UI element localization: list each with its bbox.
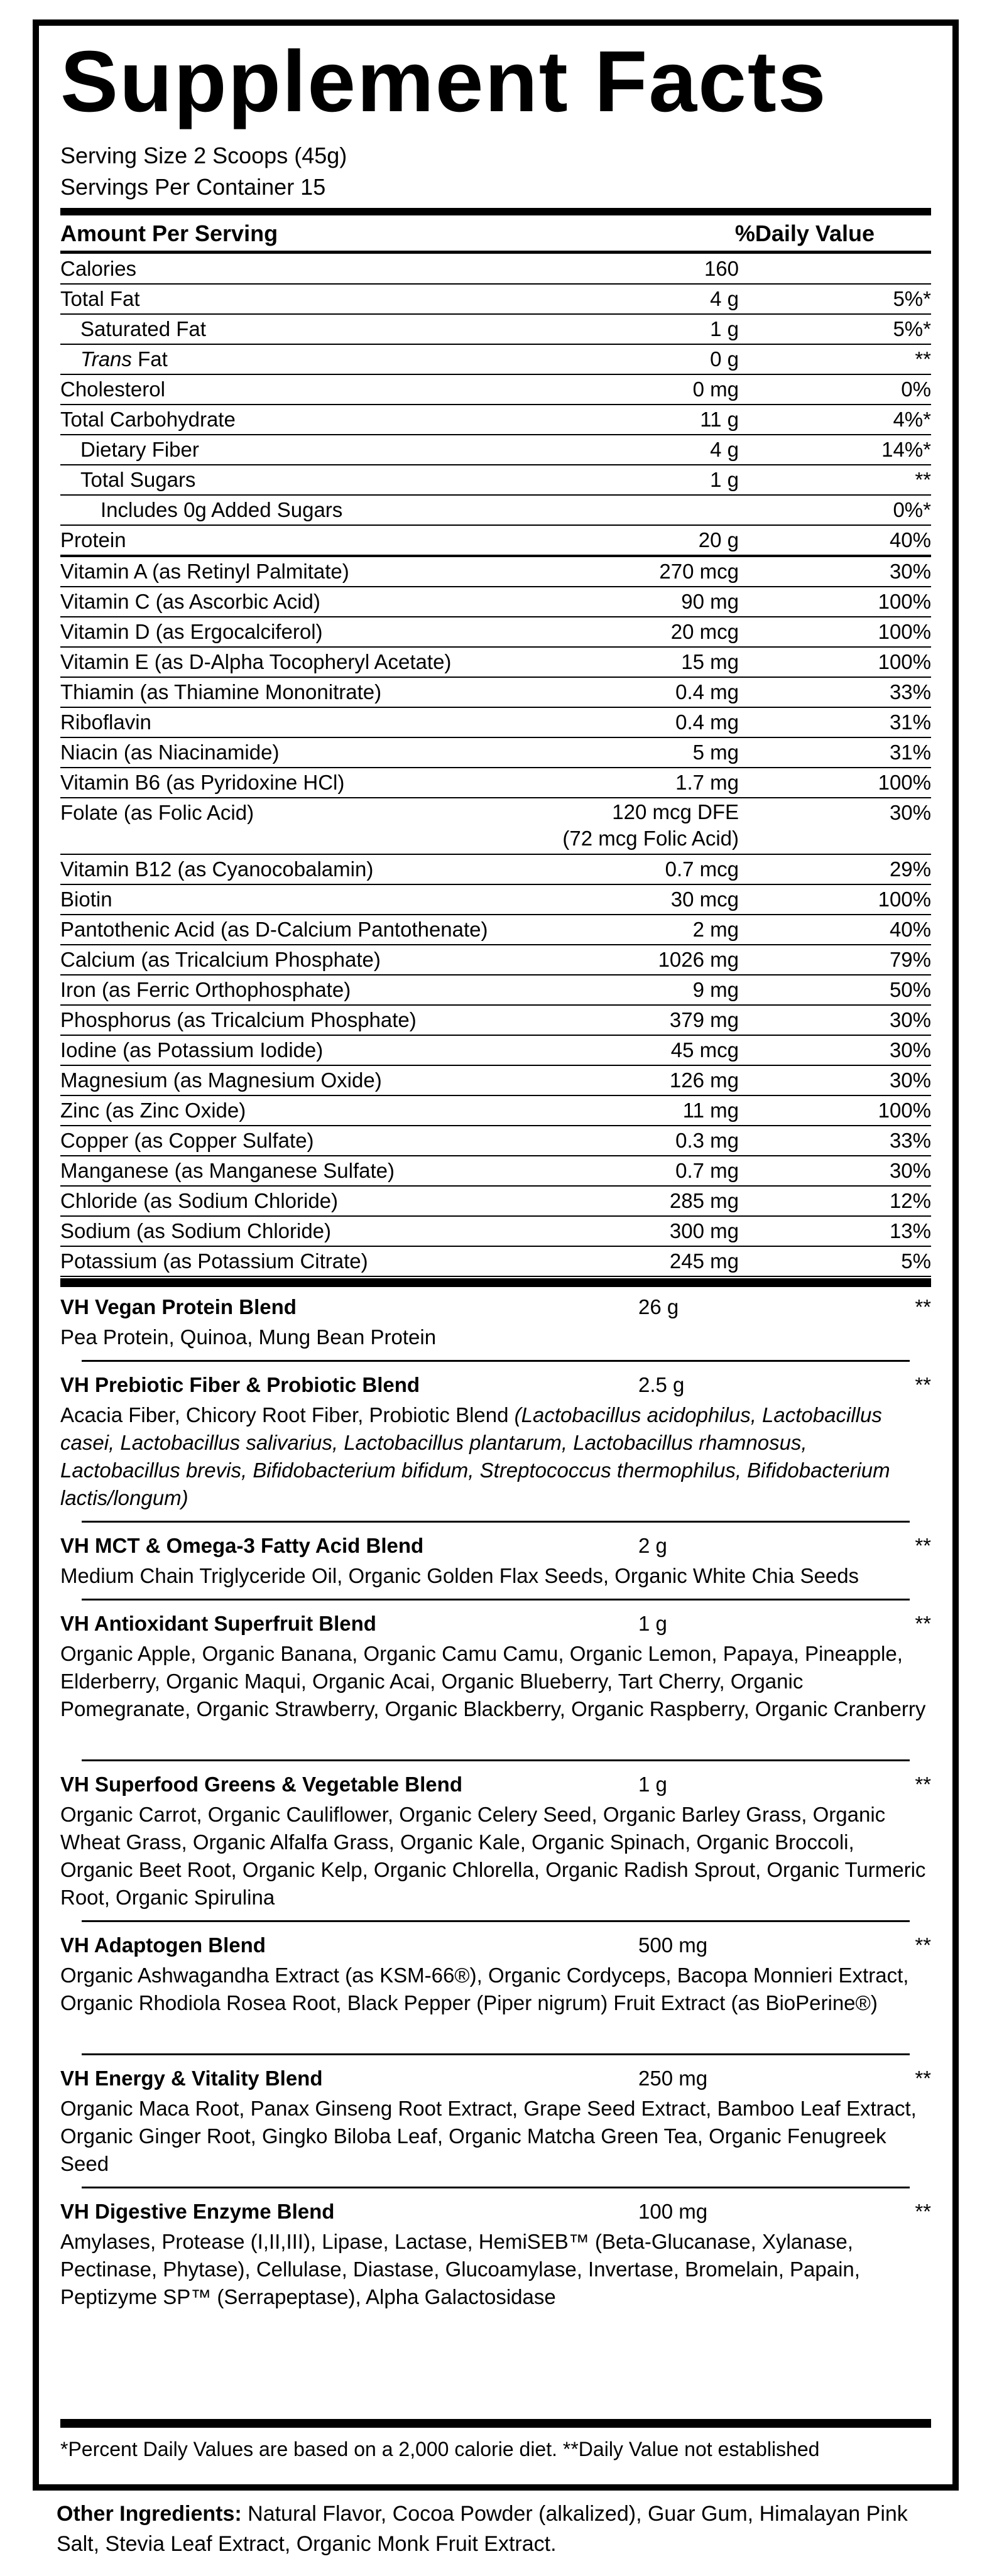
blend-daily-value: ** — [915, 1373, 931, 1396]
blend-section — [60, 1293, 931, 1351]
nutrient-daily-value: 33% — [889, 680, 931, 704]
nutrient-row — [60, 285, 931, 315]
blend-ingredients-text: Organic Maca Root, Panax Ginseng Root Extract, Grape Seed Extract, Bamboo Leaf Extract, Organic Ginger Root, Gingko Biloba Leaf, Organic Matcha Green Tea, Organic Fenugreek Seed — [60, 2097, 917, 2175]
blend-ingredients — [60, 1401, 931, 1512]
blend-name: VH MCT & Omega-3 Fatty Acid Blend — [60, 1534, 424, 1557]
nutrient-name: Vitamin B6 (as Pyridoxine HCl) — [60, 771, 345, 794]
nutrient-row — [60, 526, 931, 557]
nutrient-name: Includes 0g Added Sugars — [101, 498, 343, 521]
other-ingredients — [57, 2499, 949, 2559]
nutrient-row — [60, 885, 931, 915]
blend-divider — [82, 1759, 910, 1761]
nutrient-daily-value: 4%* — [893, 408, 931, 431]
blend-daily-value: ** — [915, 2067, 931, 2090]
nutrient-row — [60, 557, 931, 587]
nutrient-amount: 245 mg — [669, 1249, 739, 1273]
blend-ingredients — [60, 1801, 931, 1911]
nutrient-daily-value: 79% — [889, 948, 931, 971]
column-header — [60, 214, 931, 252]
nutrient-name: Protein — [60, 528, 126, 552]
nutrient-daily-value: 100% — [878, 1099, 931, 1122]
nutrient-daily-value: 5%* — [893, 287, 931, 310]
blend-name: VH Energy & Vitality Blend — [60, 2067, 323, 2090]
blend-ingredients — [60, 1323, 931, 1351]
nutrient-row — [60, 375, 931, 405]
nutrient-amount: 11 mg — [682, 1099, 739, 1122]
nutrient-daily-value: 40% — [889, 528, 931, 552]
blend-ingredients — [60, 1562, 931, 1590]
blend-name: VH Digestive Enzyme Blend — [60, 2200, 335, 2223]
nutrient-row — [60, 405, 931, 435]
nutrient-row — [60, 1247, 931, 1277]
nutrient-daily-value: 13% — [889, 1219, 931, 1242]
nutrient-row — [60, 435, 931, 465]
nutrient-name: Potassium (as Potassium Citrate) — [60, 1249, 368, 1273]
nutrient-name: Total Carbohydrate — [60, 408, 236, 431]
nutrient-amount: 0.7 mcg — [665, 857, 739, 881]
nutrient-daily-value: 100% — [878, 590, 931, 613]
nutrient-row — [60, 648, 931, 678]
nutrient-name: Total Fat — [60, 287, 140, 310]
nutrient-name: Vitamin A (as Retinyl Palmitate) — [60, 560, 349, 583]
nutrient-daily-value: 0% — [901, 378, 931, 401]
nutrient-row — [60, 617, 931, 648]
nutrient-amount-detail: (72 mcg Folic Acid) — [562, 827, 739, 850]
nutrient-daily-value: 30% — [889, 1068, 931, 1092]
blend-divider — [82, 1599, 910, 1600]
nutrient-name: Zinc (as Zinc Oxide) — [60, 1099, 246, 1122]
nutrient-name: Cholesterol — [60, 378, 165, 401]
nutrient-row — [60, 1096, 931, 1126]
nutrient-name: Folate (as Folic Acid) — [60, 801, 254, 824]
nutrient-row — [60, 1036, 931, 1066]
nutrient-name: Vitamin C (as Ascorbic Acid) — [60, 590, 320, 613]
blend-section — [60, 1610, 931, 1723]
nutrient-daily-value: 30% — [889, 1159, 931, 1182]
blend-amount: 26 g — [638, 1295, 679, 1318]
blend-amount: 1 g — [638, 1773, 667, 1796]
nutrient-amount: 120 mcg DFE — [612, 800, 739, 823]
nutrient-daily-value: 30% — [889, 1038, 931, 1062]
blend-daily-value: ** — [915, 1534, 931, 1557]
blend-section — [60, 2065, 931, 2178]
blend-ingredients-text: Medium Chain Triglyceride Oil, Organic Golden Flax Seeds, Organic White Chia Seeds — [60, 1564, 859, 1587]
serving-size: Serving Size 2 Scoops (45g) — [60, 143, 347, 168]
nutrient-row — [60, 1187, 931, 1217]
nutrient-amount: 5 mg — [692, 741, 739, 764]
blend-divider — [82, 1920, 910, 1922]
blend-amount: 2 g — [638, 1534, 667, 1557]
nutrient-name: Pantothenic Acid (as D-Calcium Pantothenate) — [60, 918, 488, 941]
nutrient-amount: 285 mg — [669, 1189, 739, 1212]
blend-name: VH Vegan Protein Blend — [60, 1295, 297, 1318]
blend-amount: 250 mg — [638, 2067, 708, 2090]
nutrient-amount: 0 mg — [692, 378, 739, 401]
nutrient-amount: 15 mg — [681, 650, 739, 673]
nutrient-name: Chloride (as Sodium Chloride) — [60, 1189, 339, 1212]
nutrient-daily-value: 30% — [889, 560, 931, 583]
nutrient-name: Sodium (as Sodium Chloride) — [60, 1219, 332, 1242]
nutrient-daily-value: ** — [915, 347, 931, 371]
thick-divider-bottom — [60, 2419, 931, 2428]
blend-ingredients-text: Organic Ashwagandha Extract (as KSM-66®), Organic Cordyceps, Bacopa Monnieri Extract, Organic Rhodiola Rosea Root, Black Pepper (Piper nigrum) Fruit Extract (as BioPerine®) — [60, 1964, 909, 2014]
blend-daily-value: ** — [915, 1773, 931, 1796]
nutrient-daily-value: 50% — [889, 978, 931, 1001]
nutrient-daily-value: 30% — [889, 801, 931, 824]
nutrient-row — [60, 738, 931, 768]
nutrient-row — [60, 496, 931, 526]
nutrient-name: Manganese (as Manganese Sulfate) — [60, 1159, 395, 1182]
blend-divider — [82, 1521, 910, 1523]
blend-daily-value: ** — [915, 1612, 931, 1635]
nutrient-daily-value: 40% — [889, 918, 931, 941]
nutrient-row — [60, 976, 931, 1006]
nutrient-daily-value: 29% — [889, 857, 931, 881]
nutrient-name: Trans Fat — [80, 347, 168, 371]
nutrient-name: Niacin (as Niacinamide) — [60, 741, 280, 764]
nutrient-amount: 9 mg — [692, 978, 739, 1001]
nutrient-daily-value: 5% — [901, 1249, 931, 1273]
nutrient-amount: 379 mg — [669, 1008, 739, 1031]
blend-divider — [82, 2187, 910, 2188]
blend-section — [60, 1371, 931, 1512]
nutrient-daily-value: ** — [915, 468, 931, 491]
nutrient-amount: 90 mg — [681, 590, 739, 613]
nutrient-daily-value: 100% — [878, 620, 931, 643]
nutrient-amount: 0 g — [710, 347, 739, 371]
nutrient-amount: 1026 mg — [658, 948, 739, 971]
blend-divider — [82, 1360, 910, 1362]
blend-section — [60, 1771, 931, 1911]
nutrient-name: Calcium (as Tricalcium Phosphate) — [60, 948, 381, 971]
nutrient-name: Riboflavin — [60, 710, 151, 734]
nutrient-row — [60, 915, 931, 945]
nutrient-name: Biotin — [60, 888, 112, 911]
nutrient-amount: 20 mcg — [670, 620, 739, 643]
blend-ingredients-text: Acacia Fiber, Chicory Root Fiber, Probiotic Blend — [60, 1403, 515, 1427]
blend-ingredients — [60, 2095, 931, 2178]
nutrient-amount: 1 g — [710, 317, 739, 340]
nutrient-amount: 30 mcg — [670, 888, 739, 911]
supplement-facts-panel — [33, 19, 959, 2491]
nutrient-name: Vitamin D (as Ergocalciferol) — [60, 620, 323, 643]
nutrient-name: Calories — [60, 257, 137, 280]
nutrient-name: Iron (as Ferric Orthophosphate) — [60, 978, 351, 1001]
blend-name: VH Antioxidant Superfruit Blend — [60, 1612, 376, 1635]
nutrient-name: Iodine (as Potassium Iodide) — [60, 1038, 324, 1062]
blend-ingredients — [60, 2228, 931, 2311]
nutrient-row — [60, 798, 931, 855]
other-ingredients-text: Natural Flavor, Cocoa Powder (alkalized), Guar Gum, Himalayan Pink Salt, Stevia Leaf Extract, Organic Monk Fruit Extract. — [57, 2502, 908, 2556]
nutrient-daily-value: 30% — [889, 1008, 931, 1031]
blend-ingredients — [60, 1962, 931, 2017]
nutrient-row — [60, 465, 931, 496]
nutrient-amount: 2 mg — [692, 918, 739, 941]
panel-title: Supplement Facts — [60, 33, 827, 130]
blend-section — [60, 2198, 931, 2311]
nutrient-daily-value: 100% — [878, 650, 931, 673]
nutrient-row — [60, 678, 931, 708]
blend-ingredients — [60, 1640, 931, 1723]
nutrient-row — [60, 315, 931, 345]
nutrient-amount: 20 g — [698, 528, 739, 552]
footnote: *Percent Daily Values are based on a 2,000 calorie diet. **Daily Value not established — [60, 2438, 820, 2460]
blend-ingredients-text: Organic Apple, Organic Banana, Organic Camu Camu, Organic Lemon, Papaya, Pineapple, Elderberry, Organic Maqui, Organic Acai, Organic Blueberry, Tart Cherry, Organic Pomegranate, Organic Strawberry, Organic Blackberry, Organic Raspberry, Organic Cranberry — [60, 1642, 926, 1720]
nutrient-amount: 0.4 mg — [675, 680, 739, 704]
nutrient-daily-value: 14%* — [881, 438, 931, 461]
blend-name: VH Prebiotic Fiber & Probiotic Blend — [60, 1373, 420, 1396]
nutrient-amount: 160 — [704, 257, 739, 280]
nutrient-amount: 0.7 mg — [675, 1159, 739, 1182]
nutrient-daily-value: 12% — [889, 1189, 931, 1212]
nutrient-row — [60, 768, 931, 798]
blend-amount: 100 mg — [638, 2200, 708, 2223]
blend-ingredients-italic: (Lactobacillus acidophilus, Lactobacillus casei, Lactobacillus salivarius, Lactobacillus plantarum, Lactobacillus rhamnosus, Lactobacillus brevis, Bifidobacterium bifidum, Streptococcus thermophilus, Bifidobacterium lactis/longum) — [60, 1403, 890, 1509]
blend-ingredients-text: Organic Carrot, Organic Cauliflower, Organic Celery Seed, Organic Barley Grass, Organic Wheat Grass, Organic Alfalfa Grass, Organic Kale, Organic Spinach, Organic Broccoli, Organic Beet Root, Organic Kelp, Organic Chlorella, Organic Radish Sprout, Organic Turmeric Root, Organic Spirulina — [60, 1803, 926, 1909]
other-ingredients-label: Other Ingredients: — [57, 2502, 242, 2526]
blend-name: VH Superfood Greens & Vegetable Blend — [60, 1773, 462, 1796]
amount-per-serving-label: Amount Per Serving — [60, 220, 278, 246]
nutrient-amount: 270 mcg — [659, 560, 739, 583]
nutrient-daily-value: 0%* — [893, 498, 931, 521]
nutrient-daily-value: 100% — [878, 888, 931, 911]
blend-name: VH Adaptogen Blend — [60, 1933, 266, 1957]
nutrient-name: Vitamin E (as D-Alpha Tocopheryl Acetate) — [60, 650, 452, 673]
blend-section — [60, 1532, 931, 1590]
header-divider — [60, 251, 931, 254]
nutrient-row — [60, 855, 931, 885]
nutrient-amount: 45 mcg — [670, 1038, 739, 1062]
nutrient-amount: 1 g — [710, 468, 739, 491]
nutrient-daily-value: 33% — [889, 1129, 931, 1152]
blend-amount: 1 g — [638, 1612, 667, 1635]
nutrient-row — [60, 345, 931, 375]
blend-amount: 2.5 g — [638, 1373, 685, 1396]
nutrient-daily-value: 31% — [889, 710, 931, 734]
nutrient-name: Thiamin (as Thiamine Mononitrate) — [60, 680, 382, 704]
nutrient-row — [60, 1066, 931, 1096]
nutrient-amount: 300 mg — [669, 1219, 739, 1242]
nutrient-row — [60, 1217, 931, 1247]
blend-daily-value: ** — [915, 2200, 931, 2223]
blend-amount: 500 mg — [638, 1933, 708, 1957]
blend-ingredients-text: Amylases, Protease (I,II,III), Lipase, Lactase, HemiSEB™ (Beta-Glucanase, Xylanase, Pectinase, Phytase), Cellulase, Diastase, Glucoamylase, Invertase, Bromelain, Papain, Peptizyme SP™ (Serrapeptase), Alpha Galactosidase — [60, 2230, 860, 2308]
nutrient-amount: 1.7 mg — [675, 771, 739, 794]
nutrient-amount: 0.4 mg — [675, 710, 739, 734]
blend-ingredients-text: Pea Protein, Quinoa, Mung Bean Protein — [60, 1325, 437, 1349]
nutrient-name: Total Sugars — [80, 468, 196, 491]
thick-divider-middle — [60, 1278, 931, 1287]
servings-per-container: Servings Per Container 15 — [60, 174, 326, 200]
nutrient-daily-value: 5%* — [893, 317, 931, 340]
nutrient-amount: 126 mg — [669, 1068, 739, 1092]
blend-daily-value: ** — [915, 1295, 931, 1318]
nutrient-name: Magnesium (as Magnesium Oxide) — [60, 1068, 382, 1092]
nutrient-amount: 0.3 mg — [675, 1129, 739, 1152]
nutrient-name: Phosphorus (as Tricalcium Phosphate) — [60, 1008, 417, 1031]
nutrient-name: Saturated Fat — [80, 317, 206, 340]
daily-value-label: %Daily Value — [734, 220, 875, 246]
nutrient-row — [60, 1126, 931, 1156]
nutrient-name: Vitamin B12 (as Cyanocobalamin) — [60, 857, 374, 881]
nutrient-row — [60, 945, 931, 976]
nutrient-row — [60, 708, 931, 738]
nutrient-daily-value: 100% — [878, 771, 931, 794]
nutrient-name: Dietary Fiber — [80, 438, 199, 461]
nutrient-row — [60, 587, 931, 617]
nutrient-name: Copper (as Copper Sulfate) — [60, 1129, 314, 1152]
nutrient-row — [60, 1156, 931, 1187]
nutrient-amount: 4 g — [710, 287, 739, 310]
blend-section — [60, 1932, 931, 2017]
nutrient-daily-value: 31% — [889, 741, 931, 764]
nutrient-table — [60, 254, 931, 1277]
nutrient-amount: 4 g — [710, 438, 739, 461]
nutrient-row — [60, 1006, 931, 1036]
nutrient-amount: 11 g — [700, 408, 739, 431]
blend-divider — [82, 2053, 910, 2055]
blend-daily-value: ** — [915, 1933, 931, 1957]
nutrient-row — [60, 254, 931, 285]
